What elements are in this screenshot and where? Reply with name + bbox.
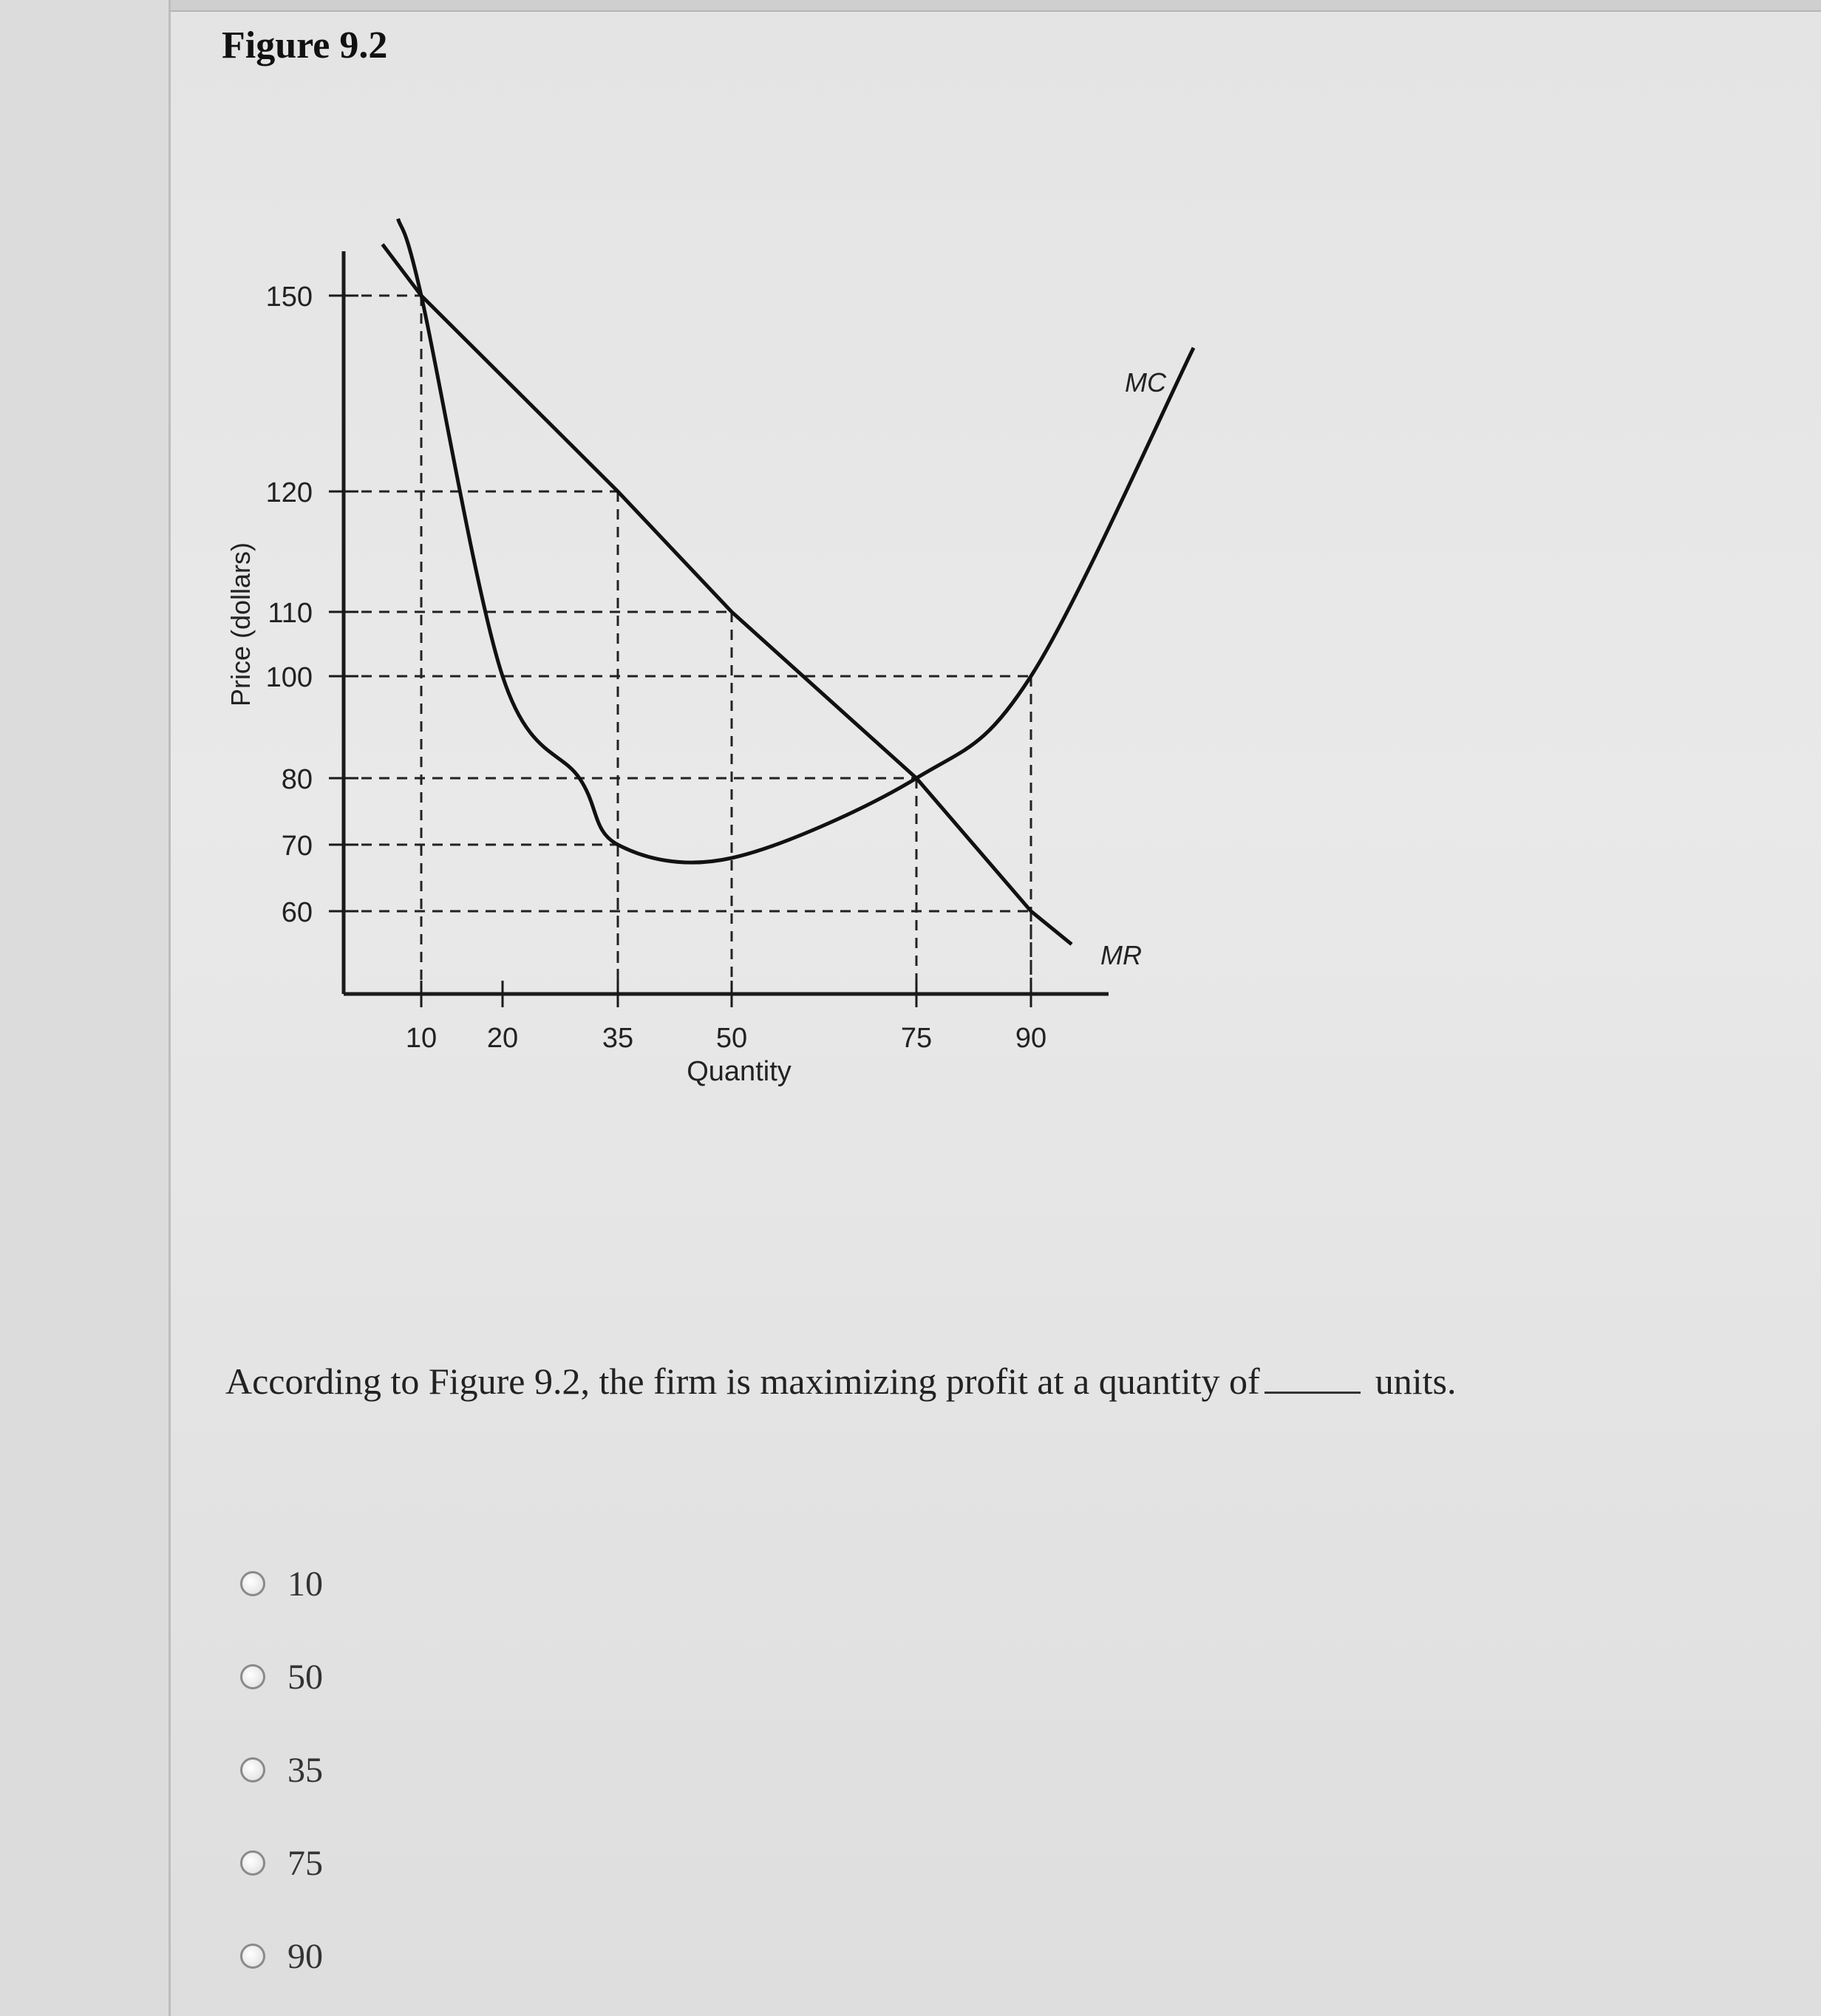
curves — [383, 219, 1194, 944]
answer-options — [240, 1537, 323, 2003]
x-tick-label: 75 — [900, 1023, 933, 1054]
radio-button[interactable] — [240, 1664, 265, 1689]
option-75[interactable] — [240, 1816, 323, 1910]
x-tick-label: 50 — [715, 1023, 748, 1054]
question-text: According to Figure 9.2, the firm is maximizing profit at a quantity of — [225, 1361, 1260, 1402]
curve-label-mc: MC — [1125, 367, 1166, 398]
y-tick-label: 80 — [281, 764, 313, 795]
y-tick-label: 100 — [265, 662, 313, 693]
option-50[interactable] — [240, 1630, 323, 1723]
y-tick-label: 110 — [268, 598, 313, 629]
radio-button[interactable] — [240, 1757, 265, 1782]
x-axis-label: Quantity — [687, 1056, 792, 1087]
option-label: 35 — [287, 1750, 323, 1790]
radio-button[interactable] — [240, 1944, 265, 1969]
option-label: 90 — [287, 1936, 323, 1976]
curve-label-mr: MR — [1100, 940, 1142, 970]
question — [225, 1360, 1456, 1403]
option-label: 50 — [287, 1657, 323, 1697]
curve-mc — [398, 219, 1194, 862]
y-tick-label: 70 — [281, 831, 313, 862]
y-tick-label: 120 — [265, 477, 313, 508]
x-tick-label: 90 — [1015, 1023, 1047, 1054]
answer-blank — [1265, 1362, 1361, 1394]
option-10[interactable] — [240, 1537, 323, 1630]
radio-button[interactable] — [240, 1850, 265, 1876]
y-axis-label: Price (dollars) — [225, 542, 256, 707]
figure-title: Figure 9.2 — [222, 24, 388, 67]
curve-mr — [383, 245, 1072, 944]
option-label: 10 — [287, 1564, 323, 1604]
option-90[interactable] — [240, 1910, 323, 2003]
y-tick-label: 60 — [281, 897, 313, 928]
option-35[interactable] — [240, 1723, 323, 1816]
axes — [344, 251, 1109, 994]
x-tick-label: 20 — [486, 1023, 519, 1054]
reference-lines — [344, 296, 1031, 994]
y-tick-label: 150 — [265, 282, 313, 313]
x-tick-label: 35 — [602, 1023, 634, 1054]
option-label: 75 — [287, 1843, 323, 1883]
ticks — [329, 296, 1031, 1007]
radio-button[interactable] — [240, 1571, 265, 1596]
question-suffix: units. — [1375, 1361, 1457, 1402]
x-tick-label: 10 — [405, 1023, 438, 1054]
